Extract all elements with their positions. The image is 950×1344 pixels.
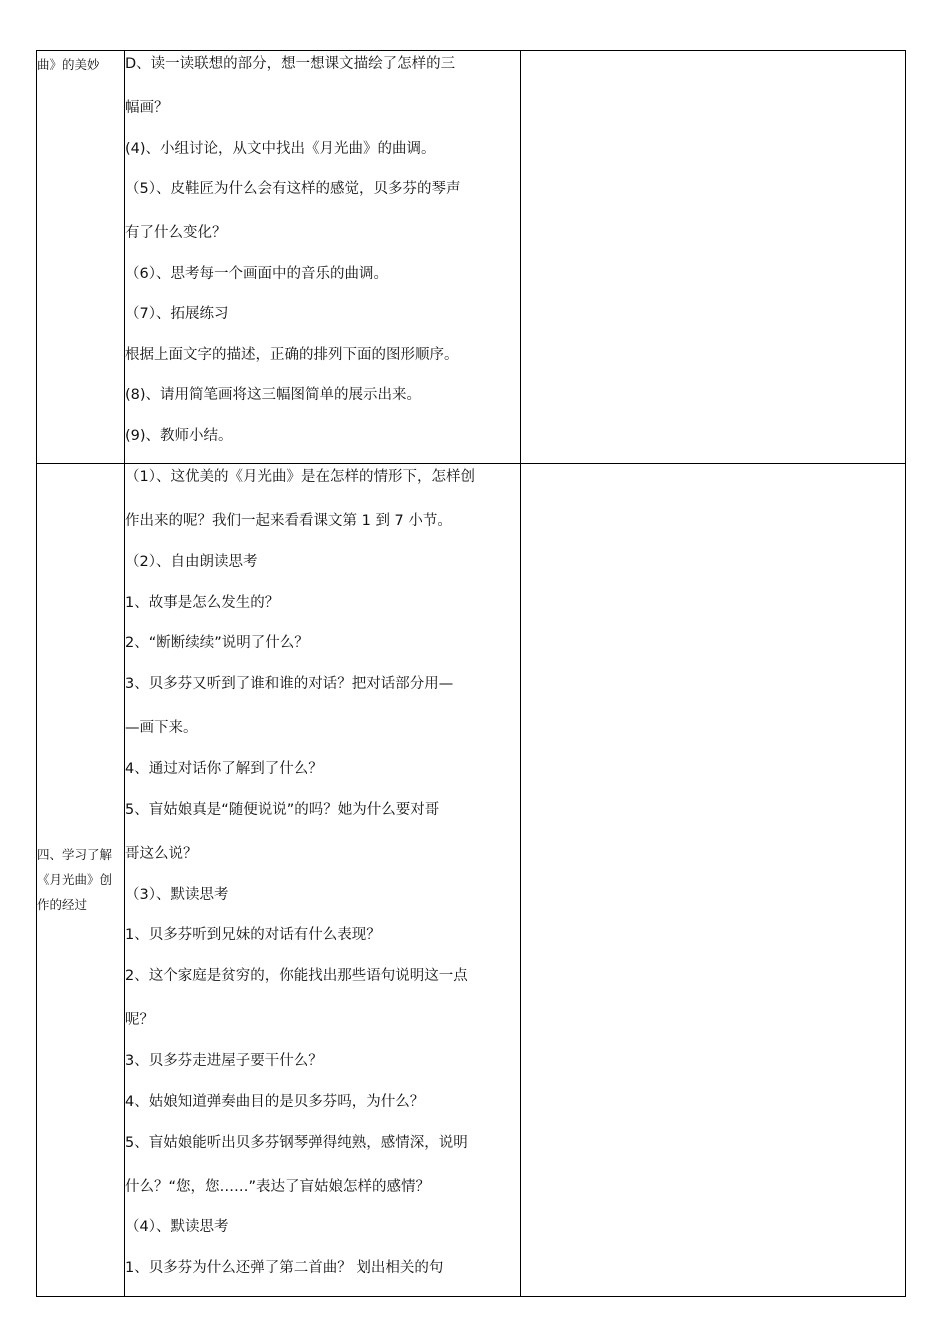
table-row xyxy=(37,51,906,464)
stage-cell xyxy=(37,464,125,1297)
content-line: 3、贝多芬又听到了谁和谁的对话？把对话部分用— xyxy=(125,676,454,693)
table-row xyxy=(37,464,906,1297)
content-cell xyxy=(125,464,521,1297)
stage-cell xyxy=(37,51,125,464)
content-line: 1、贝多芬听到兄妹的对话有什么表现？ xyxy=(125,927,381,944)
content-line: 4、通过对话你了解到了什么？ xyxy=(125,760,323,777)
content-line: 4、姑娘知道弹奏曲目的是贝多芬吗，为什么？ xyxy=(125,1093,425,1110)
content-line: （3）、默读思考 xyxy=(125,886,229,903)
content-line: (9)、教师小结。 xyxy=(125,427,233,444)
content-line: 根据上面文字的描述，正确的排列下面的图形顺序。 xyxy=(125,346,459,363)
stage-label: 四、学习了解《月光曲》创作的经过 xyxy=(37,847,113,913)
content-line: （7）、拓展练习 xyxy=(125,306,229,322)
content-line: （2）、自由朗读思考 xyxy=(125,553,258,570)
content-line: 作出来的呢？我们一起来看看课文第 1 到 7 小节。 xyxy=(125,513,452,529)
content-line: (4)、小组讨论，从文中找出《月光曲》的曲调。 xyxy=(125,140,436,157)
content-line: （4）、默读思考 xyxy=(125,1219,229,1236)
content-line: （1）、这优美的《月光曲》是在怎样的情形下，怎样创 xyxy=(125,469,475,485)
lesson-plan-table xyxy=(36,50,906,1297)
content-line: 哥这么说？ xyxy=(125,845,198,862)
notes-cell xyxy=(521,51,906,464)
content-line: 有了什么变化？ xyxy=(125,225,227,241)
content-cell xyxy=(125,51,521,464)
content-line: 5、盲姑娘能听出贝多芬钢琴弹得纯熟，感情深，说明 xyxy=(125,1134,468,1151)
content-line: （6）、思考每一个画面中的音乐的曲调。 xyxy=(125,265,388,282)
content-line: 1、故事是怎么发生的？ xyxy=(125,594,280,611)
content-line: 2、这个家庭是贫穷的，你能找出那些语句说明这一点 xyxy=(125,968,468,985)
notes-cell xyxy=(521,464,906,1297)
content-line: 呢？ xyxy=(125,1012,154,1029)
content-line: 3、贝多芬走进屋子要干什么？ xyxy=(125,1052,323,1069)
content-line: 5、盲姑娘真是“随便说说”的吗？她为什么要对哥 xyxy=(125,801,440,818)
stage-label: 曲》的美妙 xyxy=(37,57,100,72)
content-line: (8)、请用简笔画将这三幅图简单的展示出来。 xyxy=(125,387,422,403)
content-line: 什么？“您，您……”表达了盲姑娘怎样的感情？ xyxy=(125,1178,431,1195)
content-line: 幅画？ xyxy=(125,100,169,116)
content-line: —画下来。 xyxy=(125,720,198,737)
content-line: 1、贝多芬为什么还弹了第二首曲？ 划出相关的句 xyxy=(125,1260,444,1277)
content-line: （5）、皮鞋匠为什么会有这样的感觉，贝多芬的琴声 xyxy=(125,181,461,197)
content-line: D、读一读联想的部分，想一想课文描绘了怎样的三 xyxy=(125,56,456,72)
content-line: 2、“断断续续”说明了什么？ xyxy=(125,635,309,652)
